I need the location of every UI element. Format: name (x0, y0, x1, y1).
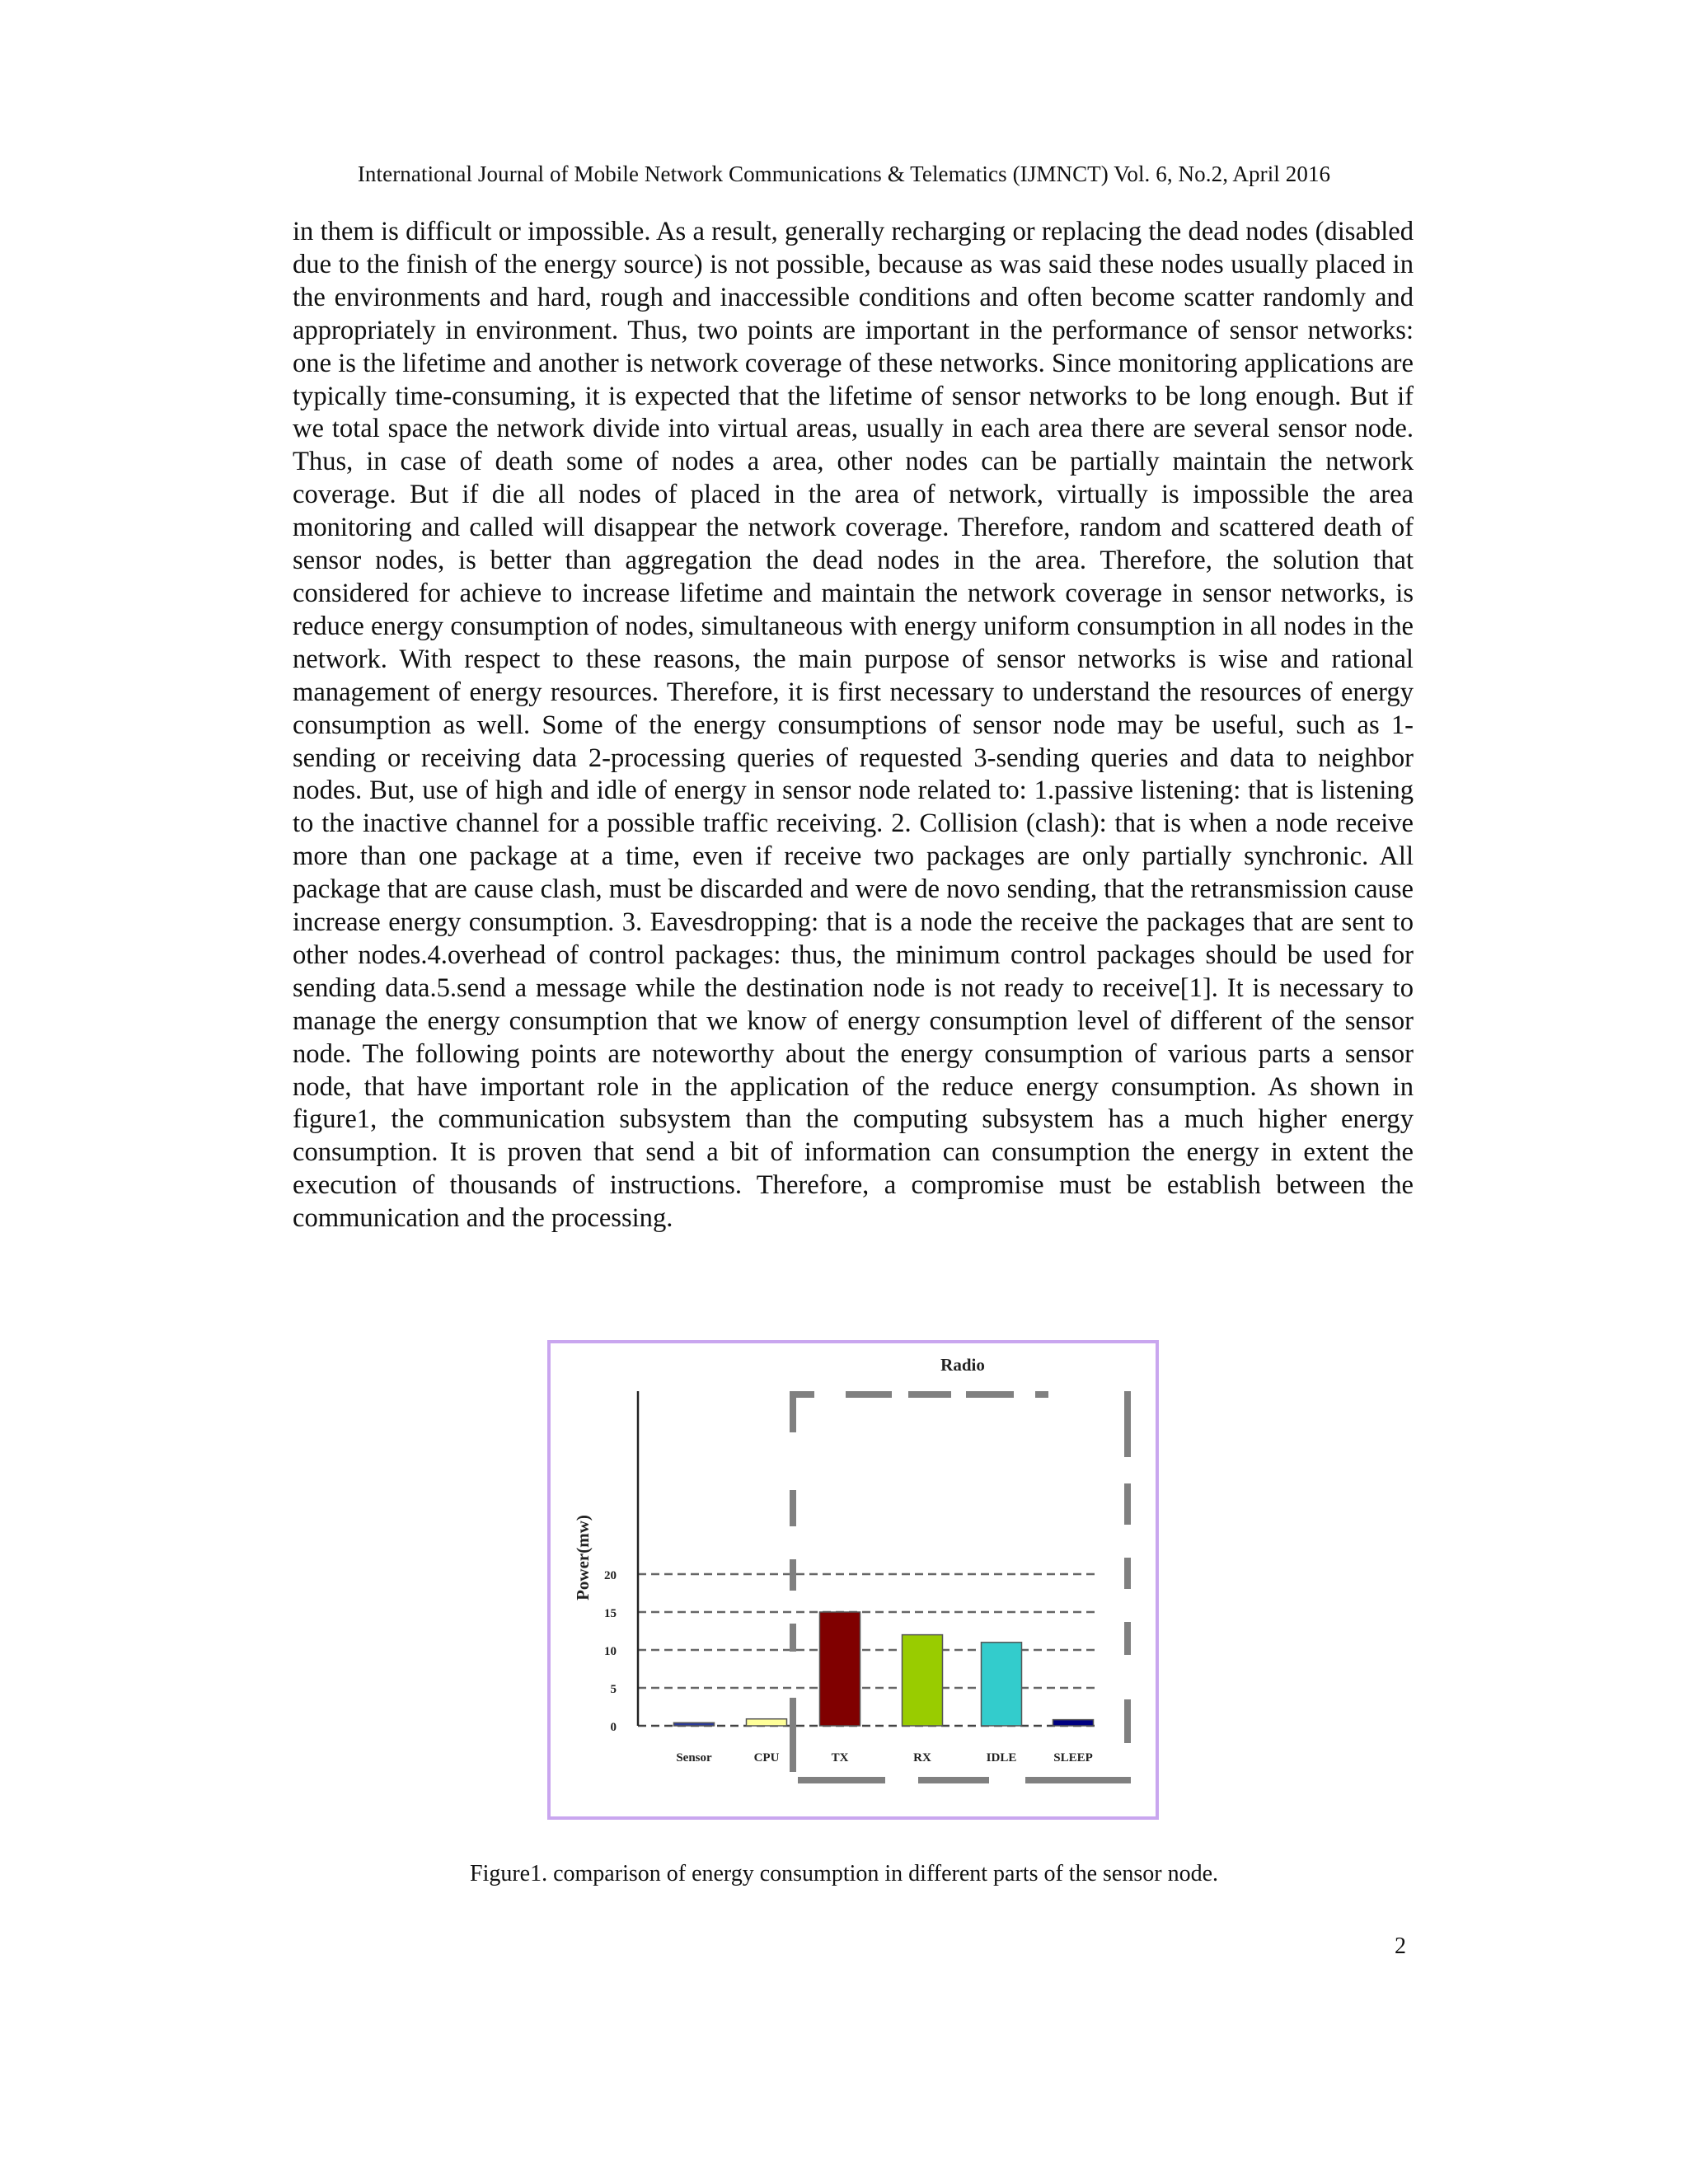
radio-bracket (1124, 1483, 1131, 1525)
x-tick-label: Sensor (676, 1751, 712, 1765)
y-tick-label: 5 (610, 1683, 617, 1696)
radio-bracket (790, 1559, 796, 1591)
radio-bracket (918, 1777, 989, 1783)
radio-bracket (790, 1698, 796, 1772)
y-tick-label: 20 (604, 1569, 617, 1582)
radio-bracket (846, 1391, 892, 1398)
radio-bracket (798, 1777, 885, 1783)
radio-bracket (790, 1490, 796, 1526)
y-tick-label: 15 (604, 1607, 617, 1620)
x-tick-label: TX (831, 1751, 849, 1765)
page-number: 2 (1395, 1933, 1406, 1959)
radio-bracket (966, 1391, 1014, 1398)
body-paragraph: in them is difficult or impossible. As a result, generally recharging or replacing the dead nodes (disabled due to the finish of the energy source) is not possible, because as was said these nodes usually placed in the environments and hard, rough and inaccessible conditions and often become scatter randomly and appropriately in environment. Thus, two points are important in the performance of sensor networks: one is the lifetime and another is network coverage of these networks. Since monitoring applications are typically time-consuming, it is expected that the lifetime of sensor networks to be long enough. But if we total space the network divide into virtual areas, usually in each area there are several sensor node. Thus, in case of death some of nodes a area, other nodes can be partially maintain the network coverage. But if die all nodes of placed in the area of network, virtually is impossible the area monitoring and called will disappear the network coverage. Therefore, random and scattered death of sensor nodes, is better than aggregation the dead nodes in the area. Therefore, the solution that considered for achieve to increase lifetime and maintain the network coverage in sensor networks, is reduce energy consumption of nodes, simultaneous with energy uniform consumption in all nodes in the network. With respect to these reasons, the main purpose of sensor networks is wise and rational management of energy resources. Therefore, it is first necessary to understand the resources of energy consumption as well. Some of the energy consumptions of sensor node may be useful, such as 1-sending or receiving data 2-processing queries of requested 3-sending queries and data to neighbor nodes. But, use of high and idle of energy in sensor node related to: 1.passive listening: that is listening to the inactive channel for a possible traffic receiving. 2. Collision (clash): that is when a node receive more than one package at a time, even if receive two packages are only partially synchronic. All package that are cause clash, must be discarded and were de novo sending, that the retransmission cause increase energy consumption. 3. Eavesdropping: that is a node the receive the packages that are sent to other nodes.4.overhead of control packages: thus, the minimum control packages should be used for sending data.5.send a message while the destination node is not ready to receive[1]. It is necessary to manage the energy consumption that we know of energy consumption level of different of the sensor node. The following points are noteworthy about the energy consumption of various parts a sensor node, that have important role in the application of the reduce energy consumption. As shown in figure1, the communication subsystem than the computing subsystem has a much higher energy consumption. It is proven that send a bit of information can consumption the energy in extent the execution of thousands of instructions. Therefore, a compromise must be establish between the communication and the processing. (293, 217, 1414, 1234)
bar-cpu (747, 1719, 787, 1726)
bar-chart (551, 1343, 1156, 1816)
radio-bracket (1124, 1391, 1131, 1457)
running-header: International Journal of Mobile Network Communications & Telematics (IJMNCT) Vol. 6, No.2, April 2016 (357, 162, 1331, 186)
figure-frame (547, 1340, 1159, 1820)
x-tick-label: SLEEP (1053, 1751, 1093, 1765)
radio-bracket (790, 1391, 796, 1432)
y-axis-label: Power(mw) (573, 1515, 593, 1601)
bar-sensor (674, 1722, 715, 1726)
x-tick-label: CPU (753, 1751, 780, 1765)
radio-bracket (1035, 1391, 1048, 1398)
radio-bracket (908, 1391, 951, 1398)
bar-sleep (1053, 1720, 1094, 1726)
y-tick-label: 0 (610, 1721, 617, 1734)
radio-group-label: Radio (940, 1355, 985, 1375)
figure-caption: Figure1. comparison of energy consumption in different parts of the sensor node. (470, 1861, 1218, 1886)
bar-tx (820, 1612, 860, 1726)
x-tick-label: IDLE (986, 1751, 1017, 1765)
radio-bracket (1124, 1558, 1131, 1589)
radio-bracket (1124, 1622, 1131, 1655)
radio-bracket (1025, 1777, 1131, 1783)
x-tick-label: RX (913, 1751, 931, 1765)
radio-bracket (790, 1624, 796, 1652)
y-tick-label: 10 (604, 1645, 617, 1658)
radio-bracket (1124, 1699, 1131, 1743)
bar-idle (982, 1643, 1022, 1726)
bar-rx (903, 1635, 943, 1726)
